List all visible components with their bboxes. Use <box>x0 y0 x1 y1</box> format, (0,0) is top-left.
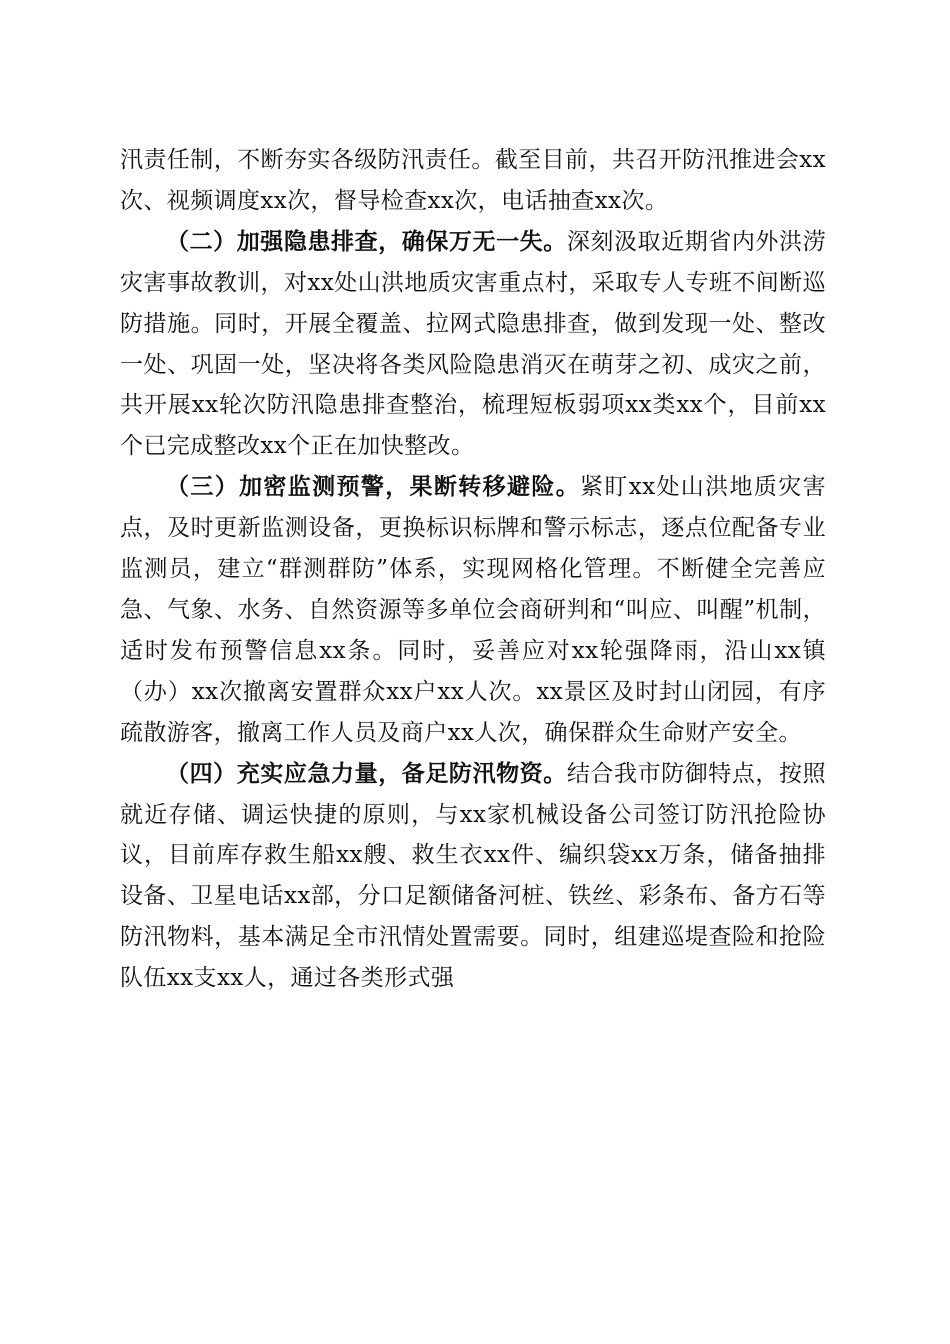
paragraph-section-2 <box>120 222 826 467</box>
paragraph-section-4 <box>120 754 826 999</box>
paragraph-section-3 <box>120 467 826 753</box>
paragraph-body: 深刻汲取近期省内外洪涝灾害事故教训，对xx处山洪地质灾害重点村，采取专人专班不间断巡防措施。同时，开展全覆盖、拉网式隐患排查，做到发现一处、整改一处、巩固一处，坚决将各类风险隐患消灭在萌芽之初、成灾之前，共开展xx轮次防汛隐患排查整治，梳理短板弱项xx类xx个，目前xx个已完成整改xx个正在加快整改。 <box>120 228 826 460</box>
section-heading: （三）加密监测预警，果断转移避险。 <box>166 473 581 501</box>
paragraph-body: 紧盯xx处山洪地质灾害点，及时更新监测设备，更换标识标牌和警示标志，逐点位配备专业监测员，建立“群测群防”体系，实现网格化管理。不断健全完善应急、气象、水务、自然资源等多单位会商研判和“叫应、叫醒”机制，适时发布预警信息xx条。同时，妥善应对xx轮强降雨，沿山xx镇（办）xx次撤离安置群众xx户xx人次。xx景区及时封山闭园，有序疏散游客，撤离工作人员及商户xx人次，确保群众生命财产安全。 <box>120 474 826 746</box>
paragraph-body: 结合我市防御特点，按照就近存储、调运快捷的原则，与xx家机械设备公司签订防汛抢险协议，目前库存救生船xx艘、救生衣xx件、编织袋xx万条，储备抽排设备、卫星电话xx部，分口足额储备河桩、铁丝、彩条布、备方石等防汛物料，基本满足全市汛情处置需要。同时，组建巡堤查险和抢险队伍xx支xx人，通过各类形式强 <box>120 760 826 992</box>
paragraph-body: 汛责任制，不断夯实各级防汛责任。截至目前，共召开防汛推进会xx次、视频调度xx次，督导检查xx次，电话抽查xx次。 <box>120 147 826 214</box>
section-heading: （二）加强隐患排查，确保万无一失。 <box>166 227 567 255</box>
document-page <box>120 140 826 999</box>
paragraph-continuation <box>120 140 826 222</box>
section-heading: （四）充实应急力量，备足防汛物资。 <box>166 759 567 787</box>
